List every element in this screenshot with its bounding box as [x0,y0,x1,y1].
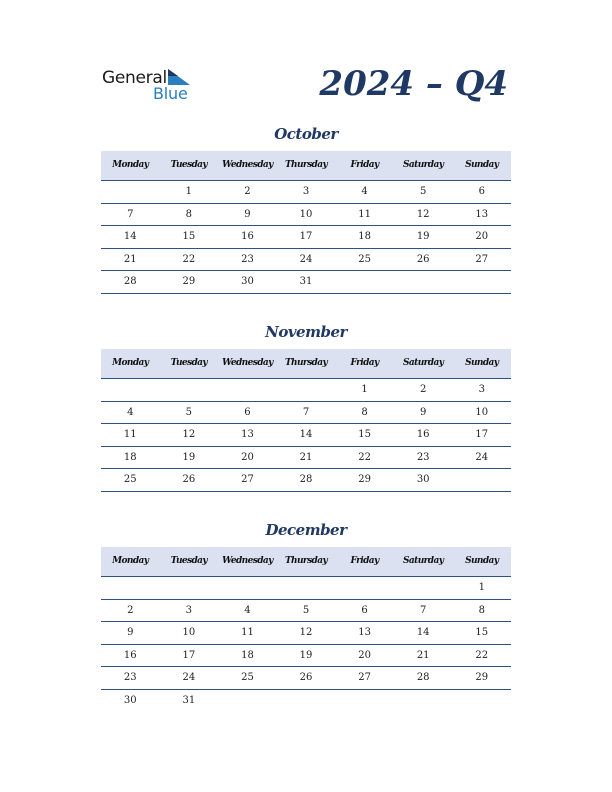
weekday-header-friday: Friday [350,556,379,566]
day-cell: 31 [299,276,313,287]
weekday-header-sunday: Sunday [465,160,499,170]
empty-day-cell [277,690,336,713]
weekday-header-sunday: Sunday [465,358,499,368]
empty-day-cell [335,690,394,713]
weekday-header-monday: Monday [112,556,149,566]
day-cell: 10 [475,406,489,418]
empty-day-cell [101,577,160,599]
day-cell: 8 [478,604,485,616]
empty-day-cell [101,379,160,401]
day-cell: 13 [475,208,489,220]
day-cell: 8 [361,406,368,418]
day-cell: 13 [241,429,254,440]
empty-day-cell [160,379,219,401]
weekday-header-row [101,349,511,379]
day-cell: 29 [182,276,196,287]
weekday-header-friday: Friday [350,358,379,368]
day-cell: 26 [182,474,196,485]
day-cell: 29 [358,474,371,485]
weekday-header-tuesday: Tuesday [170,556,208,566]
day-cell: 25 [123,474,137,485]
day-cell: 3 [302,186,310,197]
day-cell: 12 [299,627,313,638]
day-cell: 4 [127,406,134,418]
month-calendar-october [101,124,511,294]
day-cell: 24 [182,672,196,683]
week-row [101,622,511,645]
day-cell: 1 [185,186,193,197]
day-cell: 15 [182,231,196,242]
day-cell: 17 [182,649,196,661]
day-cell: 7 [302,406,310,418]
day-cell: 14 [299,429,313,440]
weekday-header-thursday: Thursday [284,556,328,566]
empty-day-cell [452,690,511,713]
day-cell: 20 [475,231,489,242]
empty-day-cell [335,271,394,293]
day-cell: 17 [299,231,313,242]
day-cell: 30 [123,694,137,706]
logo-text-general: General [102,68,167,88]
month-title: November [265,323,347,341]
day-cell: 22 [182,253,196,265]
empty-day-cell [452,469,511,491]
day-cell: 4 [361,186,368,197]
day-cell: 17 [475,429,489,440]
day-cell: 22 [358,451,371,463]
weekday-header-row [101,547,511,577]
day-cell: 21 [416,649,430,661]
day-cell: 27 [241,474,254,485]
day-cell: 21 [299,451,313,463]
week-row [101,667,511,690]
day-cell: 6 [244,406,251,418]
day-cell: 31 [182,694,196,706]
week-row [101,226,511,249]
day-cell: 5 [419,186,427,197]
day-cell: 4 [244,604,251,616]
month-calendar-december [101,520,511,712]
day-cell: 14 [416,627,430,638]
brand-logo [102,68,202,104]
logo-triangle-icon [168,69,190,85]
day-cell: 11 [241,627,254,638]
day-cell: 3 [185,604,193,616]
weekday-header-monday: Monday [112,160,149,170]
day-cell: 27 [475,253,489,265]
day-cell: 28 [416,672,430,683]
day-cell: 15 [475,627,489,638]
weekday-header-sunday: Sunday [465,556,499,566]
weekday-header-thursday: Thursday [284,160,328,170]
month-title: December [265,521,347,539]
empty-day-cell [335,577,394,599]
day-cell: 24 [299,253,313,265]
day-cell: 25 [241,672,254,683]
day-cell: 25 [358,253,371,265]
weekday-header-monday: Monday [112,358,149,368]
weekday-header-saturday: Saturday [403,358,444,368]
day-cell: 6 [361,604,368,616]
day-cell: 1 [478,582,485,593]
day-cell: 19 [416,231,430,242]
day-cell: 18 [358,231,371,242]
weekday-header-wednesday: Wednesday [222,358,273,368]
day-cell: 23 [416,451,430,463]
day-cell: 23 [123,672,137,683]
day-cell: 8 [185,208,193,220]
day-cell: 9 [127,627,134,638]
day-cell: 2 [127,604,134,616]
day-cell: 15 [358,429,371,440]
week-row [101,424,511,447]
weekday-header-tuesday: Tuesday [170,358,208,368]
empty-day-cell [218,379,277,401]
day-cell: 24 [475,451,489,463]
day-cell: 19 [182,451,196,463]
empty-day-cell [218,577,277,599]
day-cell: 2 [419,384,427,395]
day-cell: 28 [299,474,313,485]
day-cell: 6 [478,186,485,197]
logo-text-blue: Blue [153,84,188,103]
week-row [101,204,511,227]
day-cell: 18 [123,451,137,463]
empty-day-cell [218,690,277,713]
day-cell: 2 [244,186,251,197]
day-cell: 14 [123,231,137,242]
day-cell: 1 [361,384,368,395]
week-row [101,469,511,492]
day-cell: 19 [299,649,313,661]
empty-day-cell [452,271,511,293]
empty-day-cell [394,271,453,293]
day-cell: 3 [478,384,485,395]
weekday-header-wednesday: Wednesday [222,556,273,566]
empty-day-cell [394,577,453,599]
day-cell: 28 [123,276,137,287]
day-cell: 5 [185,406,193,418]
day-cell: 16 [123,649,137,661]
day-cell: 30 [241,276,254,287]
weekday-header-wednesday: Wednesday [222,160,273,170]
day-cell: 16 [416,429,430,440]
weekday-header-thursday: Thursday [284,358,328,368]
day-cell: 13 [358,627,371,638]
day-cell: 22 [475,649,489,661]
weekday-header-saturday: Saturday [403,556,444,566]
day-cell: 18 [241,649,254,661]
day-cell: 20 [358,649,371,661]
empty-day-cell [160,577,219,599]
week-row [101,600,511,623]
day-cell: 7 [127,208,134,220]
day-cell: 21 [123,253,137,265]
page-title: 2024 – Q4 [319,64,508,104]
day-cell: 5 [302,604,310,616]
week-row [101,271,511,294]
weekday-header-friday: Friday [350,160,379,170]
month-calendar-november [101,322,511,492]
day-cell: 9 [419,406,427,418]
day-cell: 20 [241,451,254,463]
week-row [101,577,511,600]
empty-day-cell [394,690,453,713]
empty-day-cell [277,379,336,401]
day-cell: 26 [416,253,430,265]
day-cell: 26 [299,672,313,683]
day-cell: 10 [182,627,196,638]
week-row [101,249,511,272]
day-cell: 11 [123,429,137,440]
week-row [101,645,511,668]
day-cell: 10 [299,208,313,220]
day-cell: 27 [358,672,371,683]
day-cell: 12 [416,208,430,220]
week-row [101,402,511,425]
weekday-header-tuesday: Tuesday [170,160,208,170]
day-cell: 9 [244,208,251,220]
week-row [101,447,511,470]
weekday-header-saturday: Saturday [403,160,444,170]
day-cell: 7 [419,604,427,616]
month-title: October [274,125,338,143]
day-cell: 23 [241,253,254,265]
day-cell: 12 [182,429,196,440]
weekday-header-row [101,151,511,181]
week-row [101,690,511,713]
day-cell: 16 [241,231,254,242]
week-row [101,181,511,204]
day-cell: 29 [475,672,489,683]
week-row [101,379,511,402]
empty-day-cell [101,181,160,203]
day-cell: 11 [358,208,371,220]
empty-day-cell [277,577,336,599]
day-cell: 30 [416,474,430,485]
